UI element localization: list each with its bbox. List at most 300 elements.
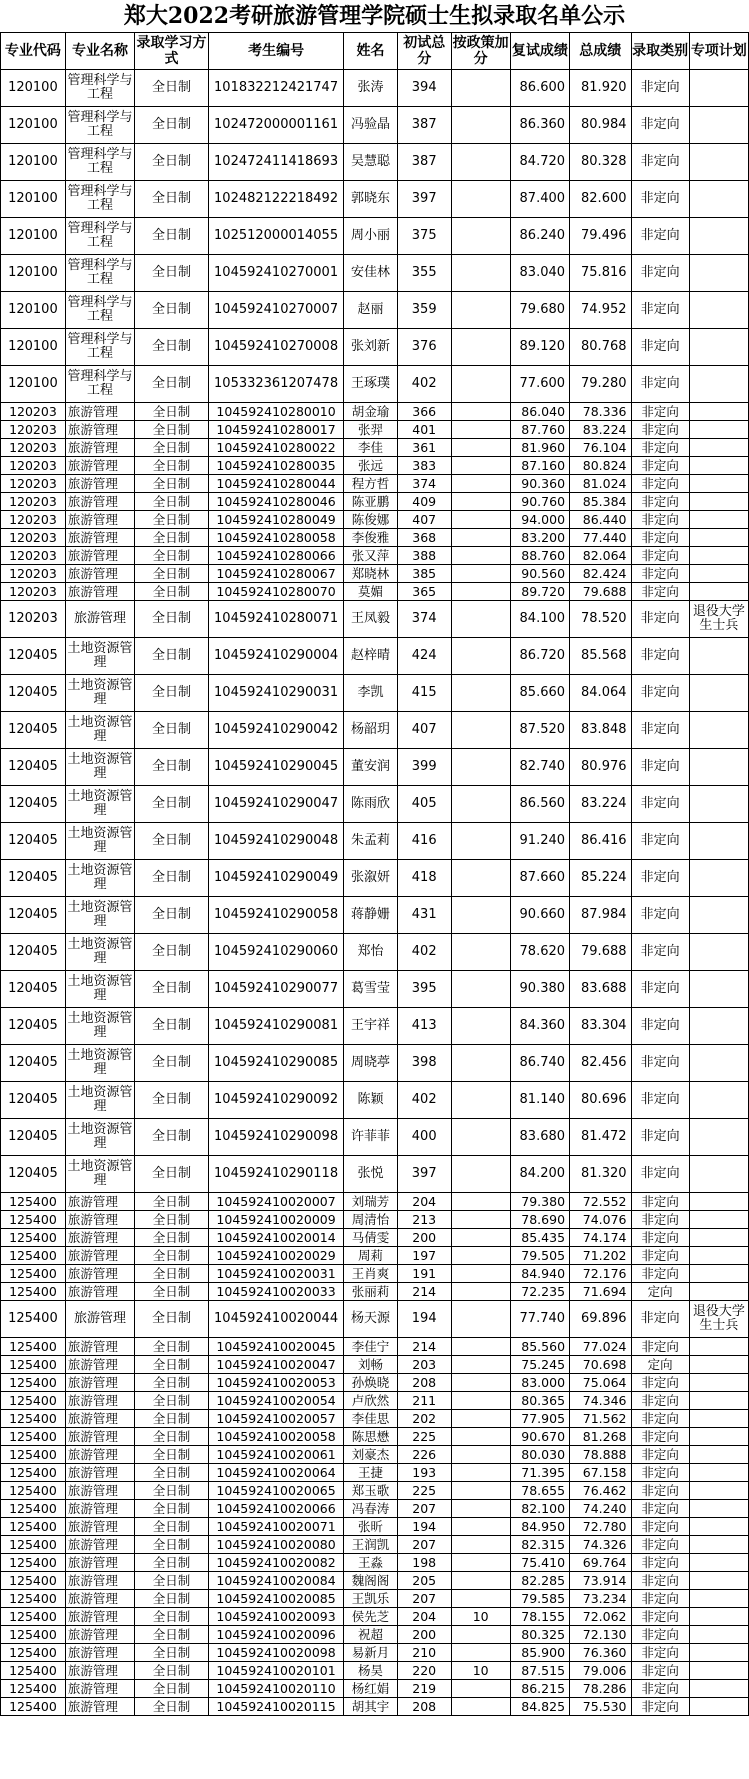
cell-major: 旅游管理	[65, 1265, 134, 1283]
cell-mode: 全日制	[135, 457, 209, 475]
cell-mode: 全日制	[135, 1247, 209, 1265]
cell-major: 土地资源管理	[65, 1082, 134, 1119]
cell-special	[689, 1680, 748, 1698]
cell-special	[689, 107, 748, 144]
cell-retest: 90.360	[510, 475, 569, 493]
cell-name: 刘瑞芳	[344, 1193, 398, 1211]
cell-code: 120203	[1, 511, 66, 529]
cell-total: 83.304	[570, 1008, 631, 1045]
cell-total: 80.976	[570, 749, 631, 786]
cell-bonus	[451, 1554, 510, 1572]
cell-bonus	[451, 1265, 510, 1283]
cell-special	[689, 1156, 748, 1193]
cell-code: 120100	[1, 292, 66, 329]
table-row	[1, 1572, 749, 1590]
cell-bonus	[451, 1572, 510, 1590]
cell-bonus	[451, 255, 510, 292]
cell-initial: 387	[397, 144, 451, 181]
cell-special	[689, 493, 748, 511]
cell-category: 非定向	[631, 1193, 689, 1211]
cell-name: 张丽莉	[344, 1283, 398, 1301]
cell-retest: 77.740	[510, 1301, 569, 1338]
cell-special	[689, 1247, 748, 1265]
cell-total: 81.472	[570, 1119, 631, 1156]
cell-category: 非定向	[631, 1608, 689, 1626]
cell-category: 非定向	[631, 1410, 689, 1428]
cell-name: 赵丽	[344, 292, 398, 329]
cell-retest: 81.960	[510, 439, 569, 457]
cell-name: 安佳林	[344, 255, 398, 292]
table-row	[1, 421, 749, 439]
cell-retest: 90.760	[510, 493, 569, 511]
cell-bonus	[451, 1680, 510, 1698]
cell-major: 旅游管理	[65, 1662, 134, 1680]
cell-mode: 全日制	[135, 1356, 209, 1374]
cell-exam-id: 104592410290092	[208, 1082, 343, 1119]
cell-initial: 385	[397, 565, 451, 583]
cell-retest: 75.410	[510, 1554, 569, 1572]
cell-name: 易新月	[344, 1644, 398, 1662]
cell-code: 120405	[1, 934, 66, 971]
cell-initial: 387	[397, 107, 451, 144]
cell-exam-id: 104592410020054	[208, 1392, 343, 1410]
cell-category: 非定向	[631, 1338, 689, 1356]
cell-exam-id: 104592410020058	[208, 1428, 343, 1446]
cell-special	[689, 1338, 748, 1356]
cell-bonus	[451, 1482, 510, 1500]
cell-code: 120405	[1, 786, 66, 823]
cell-exam-id: 104592410020065	[208, 1482, 343, 1500]
cell-major: 旅游管理	[65, 1247, 134, 1265]
cell-initial: 398	[397, 1045, 451, 1082]
cell-special	[689, 1193, 748, 1211]
cell-initial: 395	[397, 971, 451, 1008]
cell-code: 125400	[1, 1229, 66, 1247]
cell-name: 杨红娟	[344, 1680, 398, 1698]
cell-special	[689, 1446, 748, 1464]
cell-special	[689, 511, 748, 529]
cell-mode: 全日制	[135, 934, 209, 971]
cell-bonus	[451, 439, 510, 457]
cell-special	[689, 1626, 748, 1644]
cell-bonus	[451, 860, 510, 897]
table-row	[1, 823, 749, 860]
cell-name: 魏阁阁	[344, 1572, 398, 1590]
cell-mode: 全日制	[135, 511, 209, 529]
cell-initial: 226	[397, 1446, 451, 1464]
cell-special	[689, 1211, 748, 1229]
cell-total: 77.440	[570, 529, 631, 547]
header-name: 姓名	[344, 33, 398, 70]
cell-mode: 全日制	[135, 329, 209, 366]
cell-retest: 86.560	[510, 786, 569, 823]
cell-name: 陈颖	[344, 1082, 398, 1119]
cell-code: 120203	[1, 529, 66, 547]
cell-retest: 89.120	[510, 329, 569, 366]
cell-bonus	[451, 457, 510, 475]
cell-code: 125400	[1, 1626, 66, 1644]
cell-name: 郭晓东	[344, 181, 398, 218]
cell-total: 86.416	[570, 823, 631, 860]
cell-initial: 207	[397, 1590, 451, 1608]
cell-total: 80.824	[570, 457, 631, 475]
cell-total: 76.360	[570, 1644, 631, 1662]
cell-code: 125400	[1, 1392, 66, 1410]
cell-category: 非定向	[631, 1644, 689, 1662]
table-row	[1, 1247, 749, 1265]
table-row	[1, 511, 749, 529]
cell-special	[689, 1428, 748, 1446]
cell-initial: 415	[397, 675, 451, 712]
cell-major: 旅游管理	[65, 1644, 134, 1662]
cell-major: 旅游管理	[65, 1626, 134, 1644]
cell-category: 非定向	[631, 107, 689, 144]
cell-special	[689, 1482, 748, 1500]
cell-exam-id: 104592410290047	[208, 786, 343, 823]
cell-retest: 87.660	[510, 860, 569, 897]
cell-name: 周小丽	[344, 218, 398, 255]
cell-mode: 全日制	[135, 403, 209, 421]
cell-retest: 83.040	[510, 255, 569, 292]
cell-name: 王润凯	[344, 1536, 398, 1554]
cell-category: 非定向	[631, 1265, 689, 1283]
cell-total: 79.006	[570, 1662, 631, 1680]
cell-retest: 84.360	[510, 1008, 569, 1045]
cell-name: 陈俊娜	[344, 511, 398, 529]
cell-name: 吴慧聪	[344, 144, 398, 181]
cell-retest: 84.100	[510, 601, 569, 638]
table-row	[1, 601, 749, 638]
cell-total: 76.462	[570, 1482, 631, 1500]
cell-name: 杨昊	[344, 1662, 398, 1680]
cell-mode: 全日制	[135, 1229, 209, 1247]
cell-bonus	[451, 421, 510, 439]
cell-code: 120203	[1, 457, 66, 475]
table-row	[1, 749, 749, 786]
cell-code: 120405	[1, 749, 66, 786]
cell-name: 马倩雯	[344, 1229, 398, 1247]
cell-category: 非定向	[631, 421, 689, 439]
cell-exam-id: 102472000001161	[208, 107, 343, 144]
cell-special	[689, 70, 748, 107]
cell-exam-id: 104592410020080	[208, 1536, 343, 1554]
cell-total: 74.326	[570, 1536, 631, 1554]
table-row	[1, 934, 749, 971]
cell-retest: 90.660	[510, 897, 569, 934]
cell-initial: 418	[397, 860, 451, 897]
cell-retest: 80.365	[510, 1392, 569, 1410]
cell-initial: 202	[397, 1410, 451, 1428]
cell-special	[689, 1644, 748, 1662]
cell-retest: 80.325	[510, 1626, 569, 1644]
cell-total: 72.552	[570, 1193, 631, 1211]
cell-mode: 全日制	[135, 897, 209, 934]
table-row	[1, 329, 749, 366]
header-bonus: 按政策加分	[451, 33, 510, 70]
cell-total: 83.848	[570, 712, 631, 749]
cell-major: 旅游管理	[65, 1464, 134, 1482]
cell-exam-id: 104592410020029	[208, 1247, 343, 1265]
table-row	[1, 1482, 749, 1500]
cell-mode: 全日制	[135, 1698, 209, 1716]
cell-special	[689, 529, 748, 547]
cell-name: 李佳	[344, 439, 398, 457]
cell-code: 120405	[1, 823, 66, 860]
cell-mode: 全日制	[135, 1482, 209, 1500]
cell-special: 退役大学生士兵	[689, 1301, 748, 1338]
cell-category: 非定向	[631, 439, 689, 457]
cell-initial: 211	[397, 1392, 451, 1410]
cell-name: 冯验晶	[344, 107, 398, 144]
cell-exam-id: 104592410290031	[208, 675, 343, 712]
cell-total: 81.024	[570, 475, 631, 493]
cell-mode: 全日制	[135, 107, 209, 144]
cell-initial: 401	[397, 421, 451, 439]
cell-total: 71.694	[570, 1283, 631, 1301]
cell-code: 125400	[1, 1482, 66, 1500]
cell-category: 非定向	[631, 1211, 689, 1229]
cell-category: 非定向	[631, 1156, 689, 1193]
cell-name: 王琢璞	[344, 366, 398, 403]
cell-exam-id: 104592410270007	[208, 292, 343, 329]
cell-code: 125400	[1, 1554, 66, 1572]
cell-category: 非定向	[631, 1662, 689, 1680]
cell-initial: 366	[397, 403, 451, 421]
cell-major: 管理科学与工程	[65, 107, 134, 144]
cell-retest: 90.560	[510, 565, 569, 583]
cell-category: 非定向	[631, 1464, 689, 1482]
cell-total: 81.320	[570, 1156, 631, 1193]
cell-mode: 全日制	[135, 823, 209, 860]
cell-mode: 全日制	[135, 786, 209, 823]
cell-major: 旅游管理	[65, 403, 134, 421]
cell-name: 张溆妍	[344, 860, 398, 897]
cell-code: 125400	[1, 1590, 66, 1608]
cell-special	[689, 1008, 748, 1045]
cell-mode: 全日制	[135, 1392, 209, 1410]
table-row	[1, 1698, 749, 1716]
cell-initial: 359	[397, 292, 451, 329]
table-row	[1, 403, 749, 421]
cell-exam-id: 104592410020115	[208, 1698, 343, 1716]
cell-major: 旅游管理	[65, 529, 134, 547]
cell-name: 周晓葶	[344, 1045, 398, 1082]
table-row	[1, 218, 749, 255]
cell-bonus	[451, 712, 510, 749]
cell-name: 冯春涛	[344, 1500, 398, 1518]
cell-retest: 82.285	[510, 1572, 569, 1590]
cell-mode: 全日制	[135, 1008, 209, 1045]
table-row	[1, 1193, 749, 1211]
page-title: 郑大2022考研旅游管理学院硕士生拟录取名单公示	[123, 3, 626, 29]
cell-name: 卢欣然	[344, 1392, 398, 1410]
cell-exam-id: 104592410020066	[208, 1500, 343, 1518]
cell-major: 旅游管理	[65, 1518, 134, 1536]
cell-code: 125400	[1, 1410, 66, 1428]
cell-name: 张远	[344, 457, 398, 475]
cell-total: 81.920	[570, 70, 631, 107]
cell-initial: 219	[397, 1680, 451, 1698]
cell-mode: 全日制	[135, 1045, 209, 1082]
cell-retest: 86.215	[510, 1680, 569, 1698]
cell-retest: 83.000	[510, 1374, 569, 1392]
cell-category: 非定向	[631, 1446, 689, 1464]
cell-mode: 全日制	[135, 1536, 209, 1554]
cell-bonus	[451, 1500, 510, 1518]
cell-name: 张涛	[344, 70, 398, 107]
cell-code: 120100	[1, 107, 66, 144]
cell-major: 旅游管理	[65, 1554, 134, 1572]
table-row	[1, 1374, 749, 1392]
cell-retest: 87.760	[510, 421, 569, 439]
table-row	[1, 1356, 749, 1374]
cell-name: 蒋静姗	[344, 897, 398, 934]
cell-total: 84.064	[570, 675, 631, 712]
cell-retest: 78.690	[510, 1211, 569, 1229]
cell-exam-id: 104592410020084	[208, 1572, 343, 1590]
cell-mode: 全日制	[135, 421, 209, 439]
cell-code: 125400	[1, 1374, 66, 1392]
cell-bonus	[451, 1698, 510, 1716]
cell-name: 王捷	[344, 1464, 398, 1482]
cell-retest: 85.900	[510, 1644, 569, 1662]
cell-retest: 84.825	[510, 1698, 569, 1716]
cell-retest: 84.720	[510, 144, 569, 181]
cell-category: 非定向	[631, 786, 689, 823]
cell-category: 非定向	[631, 493, 689, 511]
cell-total: 74.076	[570, 1211, 631, 1229]
cell-code: 120100	[1, 181, 66, 218]
cell-total: 78.888	[570, 1446, 631, 1464]
table-row	[1, 107, 749, 144]
table-row	[1, 1500, 749, 1518]
cell-exam-id: 104592410290060	[208, 934, 343, 971]
cell-initial: 193	[397, 1464, 451, 1482]
cell-retest: 79.680	[510, 292, 569, 329]
cell-special	[689, 934, 748, 971]
cell-bonus	[451, 1247, 510, 1265]
cell-major: 旅游管理	[65, 1482, 134, 1500]
cell-special	[689, 292, 748, 329]
cell-exam-id: 104592410280044	[208, 475, 343, 493]
cell-code: 125400	[1, 1518, 66, 1536]
cell-category: 非定向	[631, 1229, 689, 1247]
cell-retest: 84.940	[510, 1265, 569, 1283]
cell-retest: 84.950	[510, 1518, 569, 1536]
cell-special	[689, 144, 748, 181]
cell-name: 陈雨欣	[344, 786, 398, 823]
cell-initial: 424	[397, 638, 451, 675]
cell-bonus	[451, 749, 510, 786]
cell-mode: 全日制	[135, 1265, 209, 1283]
cell-code: 125400	[1, 1283, 66, 1301]
cell-total: 78.336	[570, 403, 631, 421]
cell-special	[689, 565, 748, 583]
cell-mode: 全日制	[135, 255, 209, 292]
cell-total: 80.696	[570, 1082, 631, 1119]
cell-bonus	[451, 1428, 510, 1446]
cell-total: 80.768	[570, 329, 631, 366]
cell-major: 管理科学与工程	[65, 292, 134, 329]
cell-exam-id: 102512000014055	[208, 218, 343, 255]
cell-mode: 全日制	[135, 1500, 209, 1518]
cell-category: 非定向	[631, 1590, 689, 1608]
cell-name: 张羿	[344, 421, 398, 439]
cell-retest: 75.245	[510, 1356, 569, 1374]
cell-total: 79.280	[570, 366, 631, 403]
cell-bonus: 10	[451, 1608, 510, 1626]
cell-major: 旅游管理	[65, 1500, 134, 1518]
cell-initial: 225	[397, 1428, 451, 1446]
table-row	[1, 860, 749, 897]
cell-bonus	[451, 1119, 510, 1156]
cell-retest: 85.435	[510, 1229, 569, 1247]
cell-mode: 全日制	[135, 439, 209, 457]
cell-retest: 79.585	[510, 1590, 569, 1608]
cell-category: 非定向	[631, 255, 689, 292]
cell-bonus	[451, 583, 510, 601]
cell-retest: 86.600	[510, 70, 569, 107]
cell-initial: 397	[397, 1156, 451, 1193]
cell-initial: 374	[397, 475, 451, 493]
header-major: 专业名称	[65, 33, 134, 70]
cell-special	[689, 1572, 748, 1590]
cell-mode: 全日制	[135, 1301, 209, 1338]
cell-exam-id: 102472411418693	[208, 144, 343, 181]
cell-special	[689, 1518, 748, 1536]
cell-special	[689, 638, 748, 675]
cell-special	[689, 860, 748, 897]
cell-mode: 全日制	[135, 1572, 209, 1590]
cell-total: 71.562	[570, 1410, 631, 1428]
cell-major: 旅游管理	[65, 1608, 134, 1626]
cell-major: 土地资源管理	[65, 897, 134, 934]
cell-retest: 81.140	[510, 1082, 569, 1119]
table-row	[1, 1554, 749, 1572]
cell-mode: 全日制	[135, 218, 209, 255]
cell-total: 72.062	[570, 1608, 631, 1626]
cell-bonus	[451, 1283, 510, 1301]
cell-initial: 207	[397, 1500, 451, 1518]
cell-category: 非定向	[631, 144, 689, 181]
cell-retest: 83.680	[510, 1119, 569, 1156]
cell-name: 许菲菲	[344, 1119, 398, 1156]
table-row	[1, 1301, 749, 1338]
cell-special	[689, 749, 748, 786]
cell-initial: 361	[397, 439, 451, 457]
cell-mode: 全日制	[135, 565, 209, 583]
cell-bonus	[451, 638, 510, 675]
header-code: 专业代码	[1, 33, 66, 70]
cell-category: 非定向	[631, 1536, 689, 1554]
table-row	[1, 1229, 749, 1247]
cell-initial: 205	[397, 1572, 451, 1590]
cell-name: 王肖爽	[344, 1265, 398, 1283]
cell-category: 非定向	[631, 1698, 689, 1716]
cell-retest: 87.515	[510, 1662, 569, 1680]
table-row	[1, 565, 749, 583]
cell-initial: 210	[397, 1644, 451, 1662]
table-row	[1, 457, 749, 475]
cell-special	[689, 1045, 748, 1082]
cell-total: 82.600	[570, 181, 631, 218]
cell-code: 125400	[1, 1464, 66, 1482]
cell-retest: 82.315	[510, 1536, 569, 1554]
cell-initial: 383	[397, 457, 451, 475]
cell-name: 赵梓晴	[344, 638, 398, 675]
cell-mode: 全日制	[135, 529, 209, 547]
cell-exam-id: 104592410290118	[208, 1156, 343, 1193]
